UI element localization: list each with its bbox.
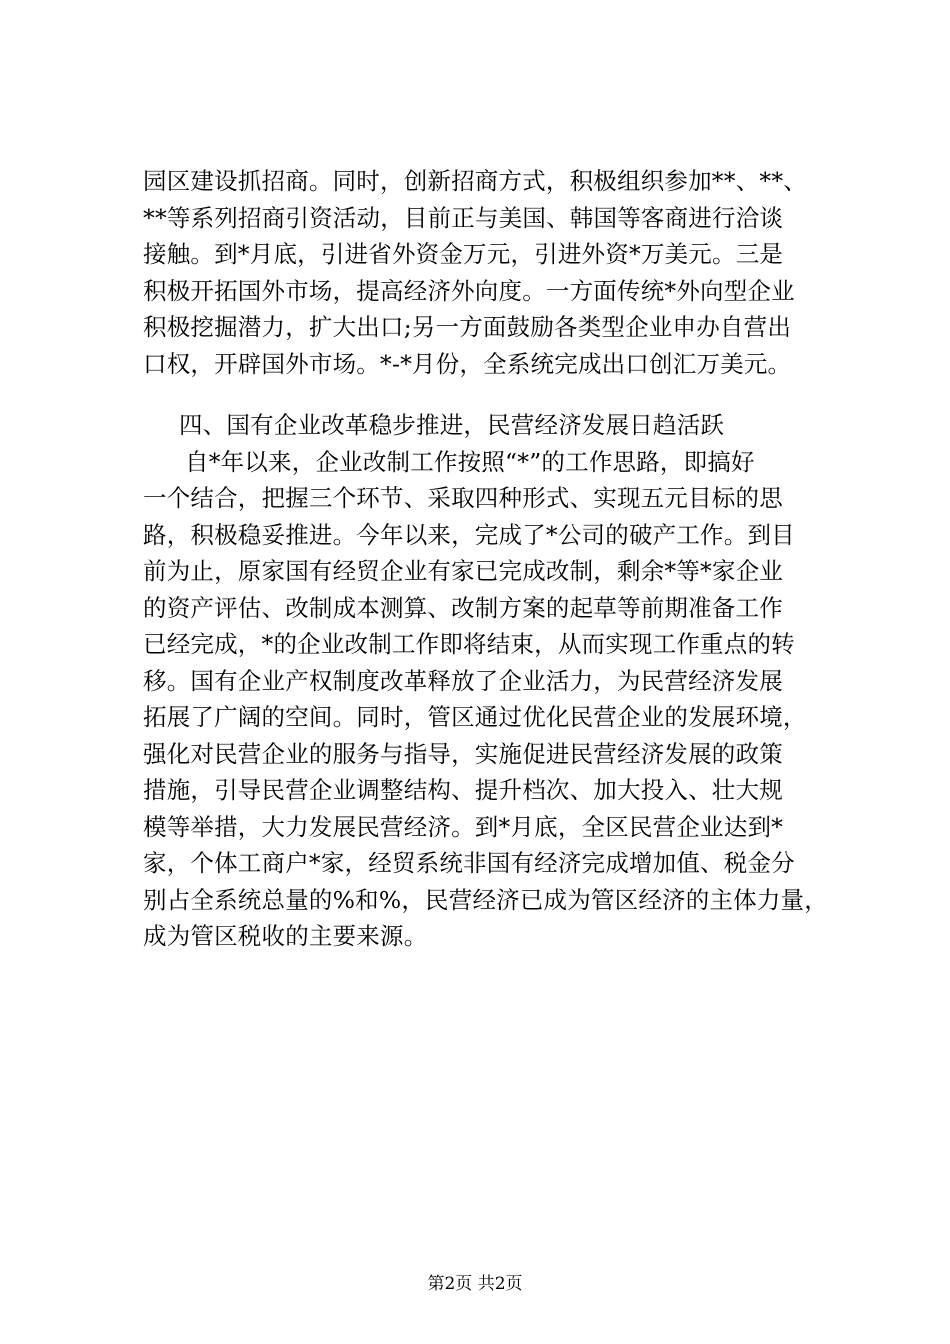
text-line: 一个结合，把握三个环节、采取四种形式、实现五元目标的思 <box>143 484 783 512</box>
text-line: 移。国有企业产权制度改革释放了企业活力，为民营经济发展 <box>143 666 783 695</box>
text-line: 接触。到*月底，引进省外资金万元，引进外资*万美元。三是 <box>143 240 784 268</box>
paragraph-continued <box>143 163 813 382</box>
document-body <box>143 163 828 955</box>
text-line: 自*年以来，企业改制工作按照“*”的工作思路，即搞好 <box>185 447 755 476</box>
text-line: 的资产评估、改制成本测算、改制方案的起草等前期准备工作 <box>143 593 783 622</box>
text-line: 园区建设抓招商。同时，创新招商方式，积极组织参加**、**、 <box>143 167 807 195</box>
text-line: 积极挖掘潜力，扩大出口;另一方面鼓励各类型企业申办自营出 <box>143 313 792 341</box>
text-line: 别占全系统总量的%和%，民营经济已成为管区经济的主体力量， <box>143 885 828 914</box>
text-line: 口权，开辟国外市场。*-*月份，全系统完成出口创汇万美元。 <box>143 349 792 378</box>
section-heading: 四、国有企业改革稳步推进，民营经济发展日趋活跃 <box>179 411 725 439</box>
text-line: 成为管区税收的主要来源。 <box>143 922 428 950</box>
text-line: 路，积极稳妥推进。今年以来，完成了*公司的破产工作。到目 <box>143 520 795 549</box>
text-line: **等系列招商引资活动，目前正与美国、韩国等客商进行洽谈 <box>143 203 784 232</box>
text-line: 模等举措，大力发展民营经济。到*月底，全区民营企业达到* <box>143 812 784 841</box>
page-number-footer: 第2页 共2页 <box>427 1274 523 1294</box>
text-line: 措施，引导民营企业调整结构、提升档次、加大投入、壮大规 <box>143 776 783 804</box>
text-line: 家，个体工商户*家，经贸系统非国有经济完成增加值、税金分 <box>143 849 795 877</box>
section-4 <box>143 407 828 955</box>
text-line: 拓展了广阔的空间。同时，管区通过优化民营企业的发展环境， <box>143 703 807 731</box>
text-line: 已经完成，*的企业改制工作即将结束，从而实现工作重点的转 <box>143 630 795 658</box>
text-line: 前为止，原家国有经贸企业有家已完成改制，剩余*等*家企业 <box>143 557 784 585</box>
paragraph-gap <box>143 382 813 407</box>
text-line: 积极开拓国外市场，提高经济外向度。一方面传统*外向型企业 <box>143 276 795 305</box>
text-line: 强化对民营企业的服务与指导，实施促进民营经济发展的政策 <box>143 739 783 768</box>
